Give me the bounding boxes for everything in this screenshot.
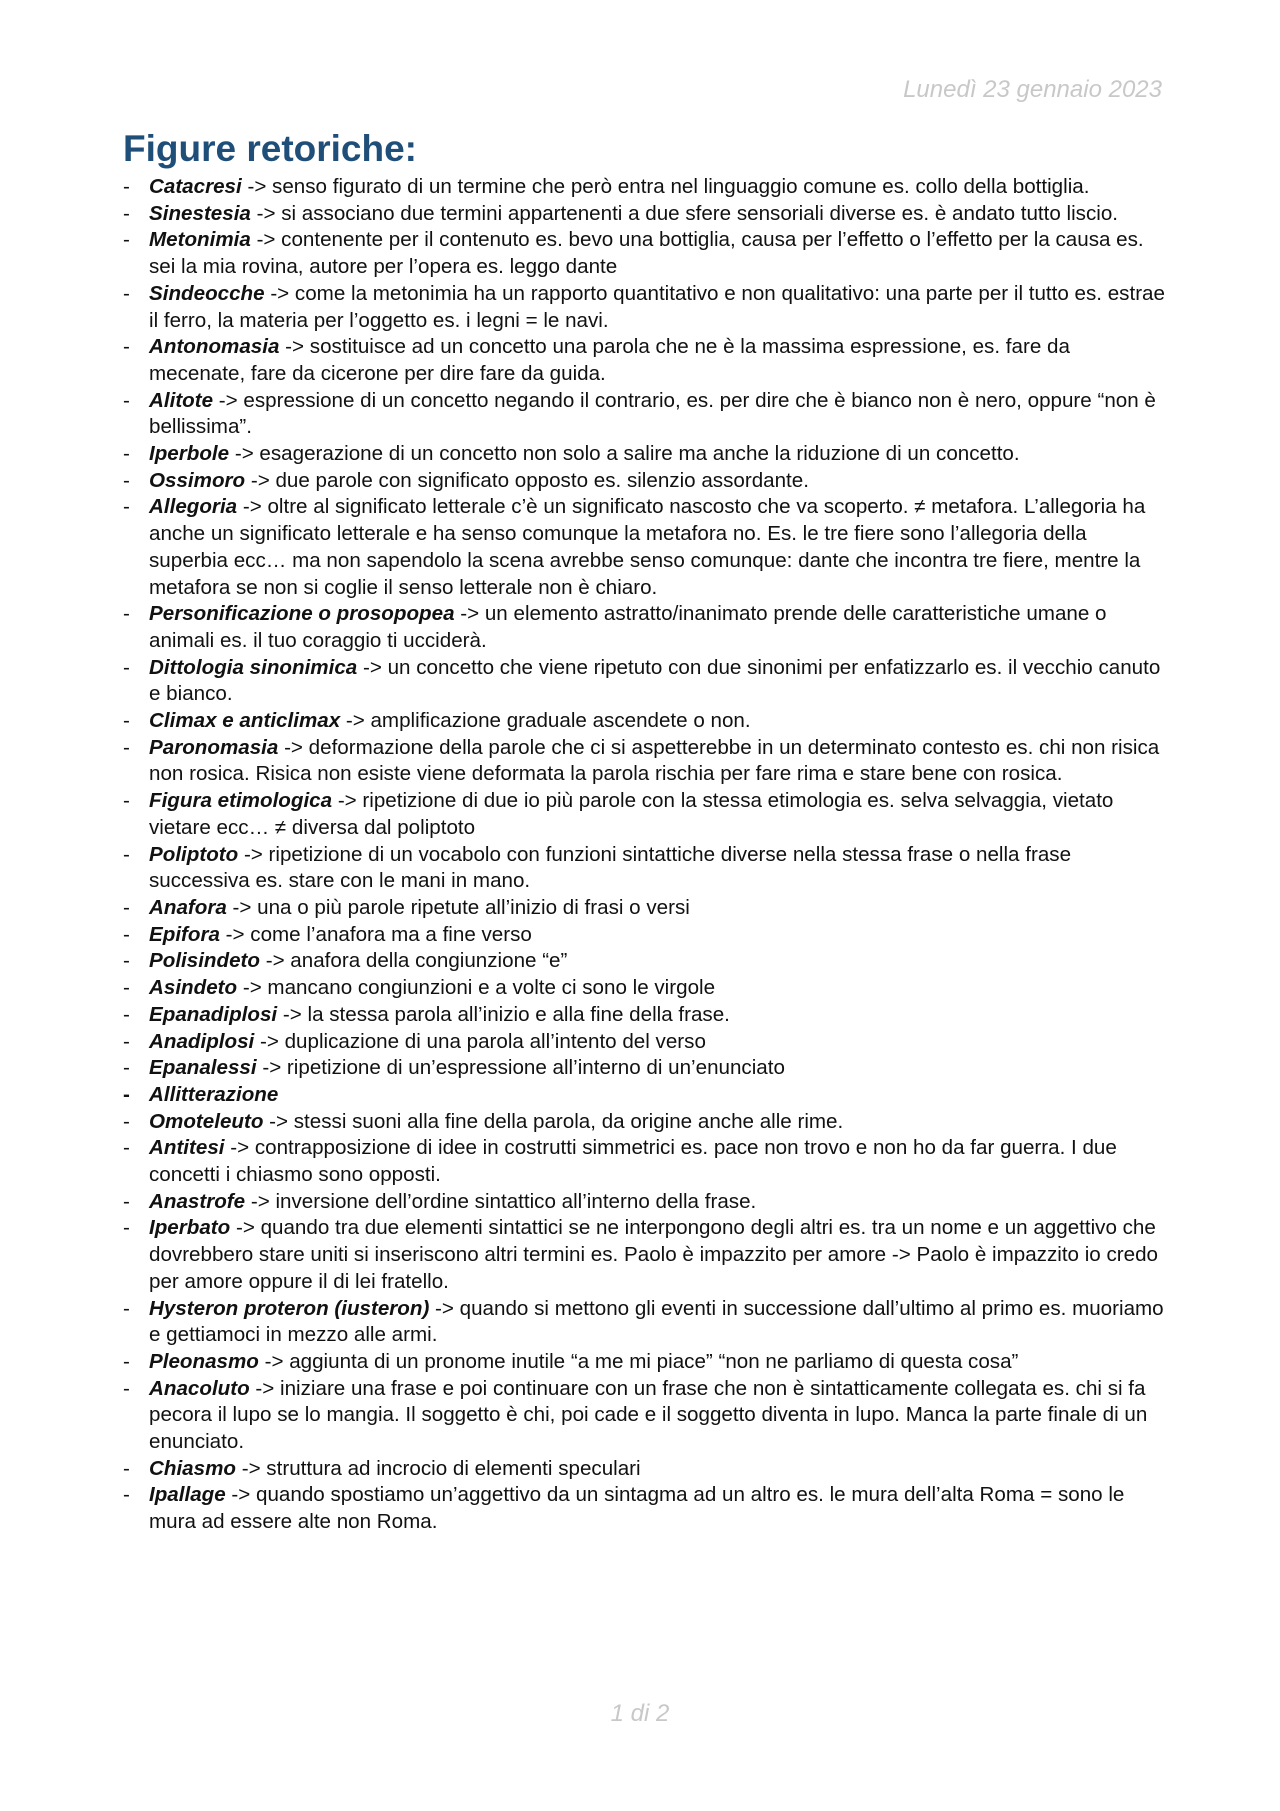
list-item: [123, 388, 1168, 441]
list-item: [123, 788, 1168, 841]
figure-term: Climax e anticlimax: [149, 709, 341, 733]
figure-description: -> aggiunta di un pronome inutile “a me mi piace” “non ne parliamo di questa cosa”: [258, 1349, 1019, 1373]
list-item: [123, 922, 1168, 949]
list-item: [123, 1482, 1168, 1535]
list-item: [123, 1215, 1168, 1295]
list-item: [123, 1376, 1168, 1456]
dash-bullet-icon: -: [123, 495, 130, 519]
figure-term: Antitesi: [149, 1136, 225, 1160]
figure-term: Metonimia: [149, 228, 251, 252]
figure-description: -> ripetizione di un’espressione all’interno di un’enunciato: [256, 1056, 785, 1080]
list-item: [123, 655, 1168, 708]
dash-bullet-icon: -: [123, 1082, 130, 1106]
figure-description: -> struttura ad incrocio di elementi speculari: [235, 1456, 641, 1480]
figure-term: Chiasmo: [149, 1456, 236, 1480]
dash-bullet-icon: -: [123, 842, 130, 866]
figure-description: -> quando spostiamo un’aggettivo da un sintagma ad un altro es. le mura dell’alta Roma = sono le mura ad essere alte non Roma.: [149, 1483, 1125, 1534]
dash-bullet-icon: -: [123, 789, 130, 813]
page-title: Figure retoriche:: [123, 128, 417, 169]
list-item: [123, 1002, 1168, 1029]
dash-bullet-icon: -: [123, 1189, 130, 1213]
list-item: [123, 1189, 1168, 1216]
figure-description: -> quando tra due elementi sintattici se ne interpongono degli altri es. tra un nome e un aggettivo che dovrebbero stare uniti si inseriscono altri termini es. Paolo è impazzito per amore -> Paolo è impazzito io credo per amore oppure il di lei fratello.: [149, 1216, 1158, 1293]
list-item: [123, 227, 1168, 280]
figure-term: Anadiplosi: [149, 1029, 255, 1053]
figure-description: -> la stessa parola all’inizio e alla fine della frase.: [277, 1002, 730, 1026]
list-item: [123, 601, 1168, 654]
figure-term: Pleonasmo: [149, 1349, 259, 1373]
figure-term: Alitote: [149, 388, 214, 412]
figure-description: -> senso figurato di un termine che però entra nel linguaggio comune es. collo della bottiglia.: [241, 175, 1090, 198]
list-item: [123, 895, 1168, 922]
figure-description: -> contrapposizione di idee in costrutti simmetrici es. pace non trovo e non ho da far guerra. I due concetti i chiasmo sono opposti.: [149, 1136, 1117, 1187]
list-item: [123, 948, 1168, 975]
figure-description: -> iniziare una frase e poi continuare con un frase che non è sintatticamente collegata es. chi si fa pecora il lupo se lo mangia. Il soggetto è chi, poi cade e il soggetto diventa in lupo. Manca la parte finale di un enunciato.: [149, 1376, 1148, 1454]
list-item: [123, 1135, 1168, 1188]
figure-description: -> inversione dell’ordine sintattico all’interno della frase.: [245, 1189, 757, 1213]
list-item: [123, 334, 1168, 387]
dash-bullet-icon: -: [123, 1056, 130, 1080]
figure-description: -> stessi suoni alla fine della parola, da origine anche alle rime.: [263, 1109, 844, 1133]
dash-bullet-icon: -: [123, 228, 130, 252]
figure-description: -> espressione di un concetto negando il contrario, es. per dire che è bianco non è nero, oppure “non è bellissima”.: [149, 388, 1156, 439]
list-item: [123, 1296, 1168, 1349]
dash-bullet-icon: -: [123, 895, 130, 919]
figure-description: -> ripetizione di due io più parole con la stessa etimologia es. selva selvaggia, vietato vietare ecc… ≠ diversa dal poliptoto: [149, 789, 1114, 839]
figure-term: Iperbato: [149, 1216, 231, 1240]
figure-term: Sinestesia: [149, 201, 251, 225]
dash-bullet-icon: -: [123, 1349, 130, 1373]
figure-description: -> esagerazione di un concetto non solo a salire ma anche la riduzione di un concetto.: [229, 442, 1020, 466]
dash-bullet-icon: -: [123, 1029, 130, 1053]
dash-bullet-icon: -: [123, 1109, 130, 1133]
list-item: [123, 201, 1168, 228]
list-item: [123, 174, 1168, 201]
list-item: [123, 1082, 1168, 1109]
figure-description: -> amplificazione graduale ascendete o non.: [340, 709, 751, 733]
figure-term: Hysteron proteron (iusteron): [149, 1296, 430, 1320]
figure-term: Epanalessi: [149, 1056, 257, 1080]
figure-term: Antonomasia: [149, 335, 280, 359]
figure-term: Paronomasia: [149, 735, 279, 759]
figure-description: -> come l’anafora ma a fine verso: [219, 922, 532, 946]
figure-term: Poliptoto: [149, 842, 239, 866]
dash-bullet-icon: -: [123, 388, 130, 412]
list-item: [123, 281, 1168, 334]
figure-description: -> un elemento astratto/inanimato prende delle caratteristiche umane o animali es. il tuo coraggio ti ucciderà.: [149, 602, 1107, 652]
dash-bullet-icon: -: [123, 709, 130, 733]
dash-bullet-icon: -: [123, 976, 130, 1000]
dash-bullet-icon: -: [123, 602, 130, 626]
figure-term: Ossimoro: [149, 468, 246, 492]
dash-bullet-icon: -: [123, 1456, 130, 1480]
list-item: [123, 1456, 1168, 1483]
figure-term: Allegoria: [149, 495, 238, 519]
figure-term: Anacoluto: [149, 1376, 250, 1400]
dash-bullet-icon: -: [123, 442, 130, 466]
figure-term: Anafora: [149, 895, 227, 919]
list-item: [123, 468, 1168, 495]
list-item: [123, 735, 1168, 788]
figure-term: Allitterazione: [149, 1082, 279, 1106]
figure-term: Omoteleuto: [149, 1109, 264, 1133]
list-item: [123, 708, 1168, 735]
dash-bullet-icon: -: [123, 335, 130, 359]
document-date: Lunedì 23 gennaio 2023: [903, 76, 1162, 103]
dash-bullet-icon: -: [123, 201, 130, 225]
figure-term: Asindeto: [149, 976, 238, 1000]
list-item: [123, 1109, 1168, 1136]
figure-term: Epifora: [149, 922, 220, 946]
dash-bullet-icon: -: [123, 1002, 130, 1026]
figure-term: Epanadiplosi: [149, 1002, 278, 1026]
dash-bullet-icon: -: [123, 1376, 130, 1400]
dash-bullet-icon: -: [123, 281, 130, 305]
list-item: [123, 1029, 1168, 1056]
list-item: [123, 494, 1168, 601]
dash-bullet-icon: -: [123, 1136, 130, 1160]
dash-bullet-icon: -: [123, 175, 130, 198]
dash-bullet-icon: -: [123, 1216, 130, 1240]
figure-description: -> una o più parole ripetute all’inizio di frasi o versi: [226, 895, 690, 919]
figure-term: Anastrofe: [149, 1189, 246, 1213]
figure-description: -> come la metonimia ha un rapporto quantitativo e non qualitativo: una parte per il tutto es. estrae il ferro, la materia per l’oggetto es. i legni = le navi.: [149, 281, 1165, 332]
figure-description: -> contenente per il contenuto es. bevo una bottiglia, causa per l’effetto o l’effetto per la causa es. sei la mia rovina, autore per l’opera es. leggo dante: [149, 228, 1144, 279]
list-item: [123, 1349, 1168, 1376]
dash-bullet-icon: -: [123, 735, 130, 759]
figure-description: -> duplicazione di una parola all’intento del verso: [254, 1029, 706, 1053]
figure-description: -> due parole con significato opposto es. silenzio assordante.: [245, 468, 809, 492]
figures-list: [123, 174, 1168, 1536]
figure-description: -> anafora della congiunzione “e”: [259, 949, 568, 973]
dash-bullet-icon: -: [123, 922, 130, 946]
list-item: [123, 441, 1168, 468]
figure-term: Sindeocche: [149, 281, 265, 305]
figure-description: -> sostituisce ad un concetto una parola che ne è la massima espressione, es. fare da mecenate, fare da cicerone per dire fare da guida.: [149, 335, 1070, 385]
list-item: [123, 842, 1168, 895]
figure-term: Iperbole: [149, 442, 230, 466]
figure-term: Catacresi: [149, 175, 242, 198]
figure-term: Personificazione o prosopopea: [149, 602, 455, 626]
figure-description: -> oltre al significato letterale c’è un significato nascosto che va scoperto. ≠ metafora. L’allegoria ha anche un significato letterale e ha senso comunque la metafora no. Es. le tre fiere sono l’allegoria della superbia ecc… ma non sapendolo la scena avrebbe senso comunque: dante che incontra tre fiere, mentre la metafora se non si coglie il senso letterale non è chiaro.: [149, 495, 1146, 599]
list-item: [123, 1055, 1168, 1082]
dash-bullet-icon: -: [123, 468, 130, 492]
figure-term: Polisindeto: [149, 949, 260, 973]
figure-description: -> mancano congiunzioni e a volte ci sono le virgole: [237, 976, 716, 1000]
dash-bullet-icon: -: [123, 949, 130, 973]
figure-term: Figura etimologica: [149, 789, 333, 813]
figure-term: Dittologia sinonimica: [149, 655, 358, 679]
dash-bullet-icon: -: [123, 1483, 130, 1507]
page-number: 1 di 2: [610, 1700, 670, 1727]
figure-description: -> un concetto che viene ripetuto con due sinonimi per enfatizzarlo es. il vecchio canuto e bianco.: [149, 655, 1161, 706]
figure-description: -> si associano due termini appartenenti a due sfere sensoriali diverse es. è andato tutto liscio.: [250, 201, 1119, 225]
dash-bullet-icon: -: [123, 1296, 130, 1320]
figure-description: -> deformazione della parole che ci si aspetterebbe in un determinato contesto es. chi non risica non rosica. Risica non esiste viene deformata la parola rischia per fare rima e stare bene con rosica.: [149, 735, 1160, 786]
figure-term: Ipallage: [149, 1483, 226, 1507]
figure-description: -> quando si mettono gli eventi in successione dall’ultimo al primo es. muoriamo e gettiamoci in mezzo alle armi.: [149, 1296, 1164, 1347]
list-item: [123, 975, 1168, 1002]
figure-description: -> ripetizione di un vocabolo con funzioni sintattiche diverse nella stessa frase o nella frase successiva es. stare con le mani in mano.: [149, 842, 1072, 893]
dash-bullet-icon: -: [123, 655, 130, 679]
